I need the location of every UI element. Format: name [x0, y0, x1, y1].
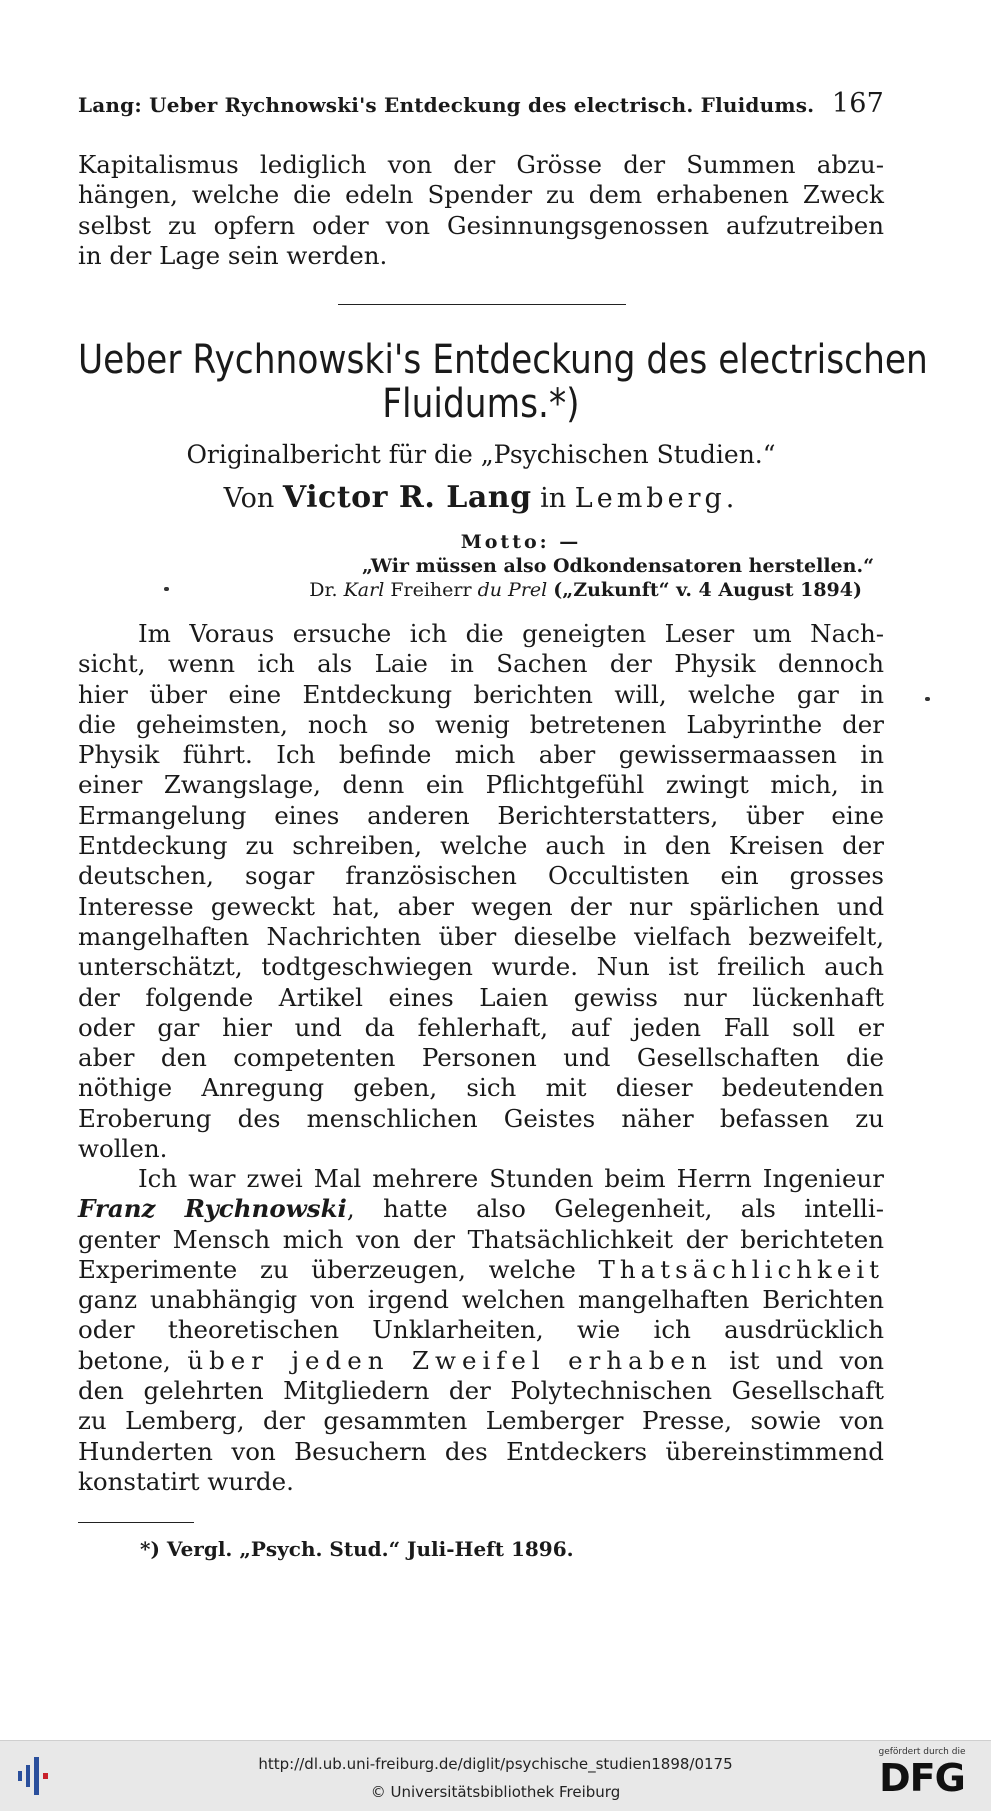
text-fragment: , hatte also Gelegenheit, als intelli-	[346, 1194, 884, 1224]
text-line: Eroberung des menschlichen Geistes näher befassen zu	[78, 1103, 884, 1133]
article-subtitle: Originalbericht für die „Psychischen Studien.“	[186, 440, 776, 469]
text-line: genter Mensch mich von der Thatsächlichkeit der berichteten	[78, 1224, 884, 1254]
motto-quote: „Wir müssen also Odkondensatoren herstellen.“	[361, 555, 874, 577]
text-line: in der Lage sein werden.	[78, 240, 388, 270]
dfg-caption: gefördert durch die	[878, 1747, 966, 1757]
intro-paragraph	[78, 150, 884, 271]
body-paragraph-2	[78, 1164, 884, 1497]
text-line: Ich war zwei Mal mehrere Stunden beim Herrn Ingenieur	[138, 1164, 884, 1193]
text-line: einer Zwangslage, denn ein Pflichtgefühl zwingt mich, in	[78, 770, 884, 800]
text-line: unterschätzt, todtgeschwiegen wurde. Nun ist freilich auch	[78, 952, 884, 982]
author-city: Lemberg.	[574, 483, 739, 514]
byline-prefix: Von	[223, 483, 275, 514]
text-fragment: ist und von	[729, 1345, 884, 1375]
text-line: nöthige Anregung geben, sich mit dieser bedeutenden	[78, 1073, 884, 1103]
text-line: sicht, wenn ich als Laie in Sachen der Physik dennoch	[78, 649, 884, 679]
text-line	[78, 1346, 884, 1376]
page-number: 167	[831, 88, 884, 119]
text-line: mangelhaften Nachrichten über dieselbe vielfach bezweifelt,	[78, 921, 884, 951]
author-name: Victor R. Lang	[282, 480, 532, 515]
text-line: Im Voraus ersuche ich die geneigten Leser um Nach-	[138, 619, 884, 648]
title-line: Ueber Rychnowski's Entdeckung des electrischen	[78, 337, 928, 383]
document-url[interactable]: http://dl.ub.uni-freiburg.de/diglit/psychische_studien1898/0175	[258, 1755, 733, 1773]
text-line: ganz unabhängig von irgend welchen mangelhaften Berichten	[78, 1285, 884, 1315]
text-fragment: Experimente zu überzeugen, welche	[78, 1254, 576, 1284]
motto-source-freiherr: Freiherr	[390, 579, 472, 601]
text-line: deutschen, sogar französischen Occultisten ein grosses	[78, 861, 884, 891]
text-line: die geheimsten, noch so wenig betretenen Labyrinthe der	[78, 709, 884, 739]
motto-source-duprel: du Prel	[477, 579, 548, 601]
copyright-notice: © Universitätsbibliothek Freiburg	[370, 1783, 621, 1801]
text-line: selbst zu opfern oder von Gesinnungsgenossen aufzutreiben	[78, 210, 884, 240]
motto-source-dr: Dr.	[309, 579, 338, 601]
text-line: Ermangelung eines anderen Berichterstatters, über eine	[78, 800, 884, 830]
footnote: *) Vergl. „Psych. Stud.“ Juli-Heft 1896.	[140, 1537, 574, 1561]
text-line: Entdeckung zu schreiben, welche auch in den Kreisen der	[78, 831, 884, 861]
emphasized-name: Franz Rychnowski	[78, 1194, 347, 1224]
text-line: der folgende Artikel eines Laien gewiss nur lückenhaft	[78, 982, 884, 1012]
body-paragraph-1	[78, 619, 884, 1164]
text-line: wollen.	[78, 1134, 168, 1164]
section-divider	[338, 304, 626, 305]
dfg-logo	[867, 1747, 977, 1807]
text-line: Kapitalismus lediglich von der Grösse der Summen abzu-	[78, 150, 884, 179]
spaced-emphasis: Thatsächlichkeit	[598, 1254, 884, 1284]
text-line: aber den competenten Personen und Gesellschaften die	[78, 1043, 884, 1073]
dfg-wordmark: DFG	[879, 1756, 965, 1800]
text-line: hier über eine Entdeckung berichten will, welche gar in	[78, 679, 884, 709]
text-line: Physik führt. Ich befinde mich aber gewissermaassen in	[78, 740, 884, 770]
motto	[78, 530, 884, 602]
text-line: hängen, welche die edeln Spender zu dem erhabenen Zweck	[78, 180, 884, 210]
text-line: Hunderten von Besuchern des Entdeckers übereinstimmend	[78, 1436, 884, 1466]
text-line: zu Lemberg, der gesammten Lemberger Presse, sowie von	[78, 1406, 884, 1436]
spaced-emphasis: über jeden Zweifel erhaben	[187, 1345, 713, 1375]
motto-source-karl: Karl	[343, 579, 385, 601]
print-speck	[925, 697, 930, 701]
text-line	[78, 1255, 884, 1285]
byline-in: in	[540, 483, 567, 514]
text-line: oder theoretischen Unklarheiten, wie ich ausdrücklich	[78, 1315, 884, 1345]
running-header	[78, 88, 884, 119]
running-title: Lang: Ueber Rychnowski's Entdeckung des electrisch. Fluidums.	[78, 93, 815, 117]
footnote-rule	[78, 1522, 194, 1523]
motto-source-citation: („Zukunft“ v. 4 August 1894)	[553, 579, 862, 601]
text-line: Interesse geweckt hat, aber wegen der nur spärlichen und	[78, 891, 884, 921]
article-title	[78, 337, 928, 427]
text-line: den gelehrten Mitgliedern der Polytechnischen Gesellschaft	[78, 1376, 884, 1406]
text-line: oder gar hier und da fehlerhaft, auf jeden Fall soll er	[78, 1012, 884, 1042]
viewer-footer-bar	[0, 1740, 991, 1811]
text-line: konstatirt wurde.	[78, 1466, 294, 1496]
text-fragment: betone,	[78, 1345, 171, 1375]
motto-label: Motto: —	[460, 531, 582, 553]
text-line	[78, 1194, 884, 1224]
motto-source	[78, 578, 884, 602]
print-speck	[164, 587, 169, 591]
title-line: Fluidums.*)	[382, 381, 580, 427]
article-byline	[78, 480, 884, 515]
